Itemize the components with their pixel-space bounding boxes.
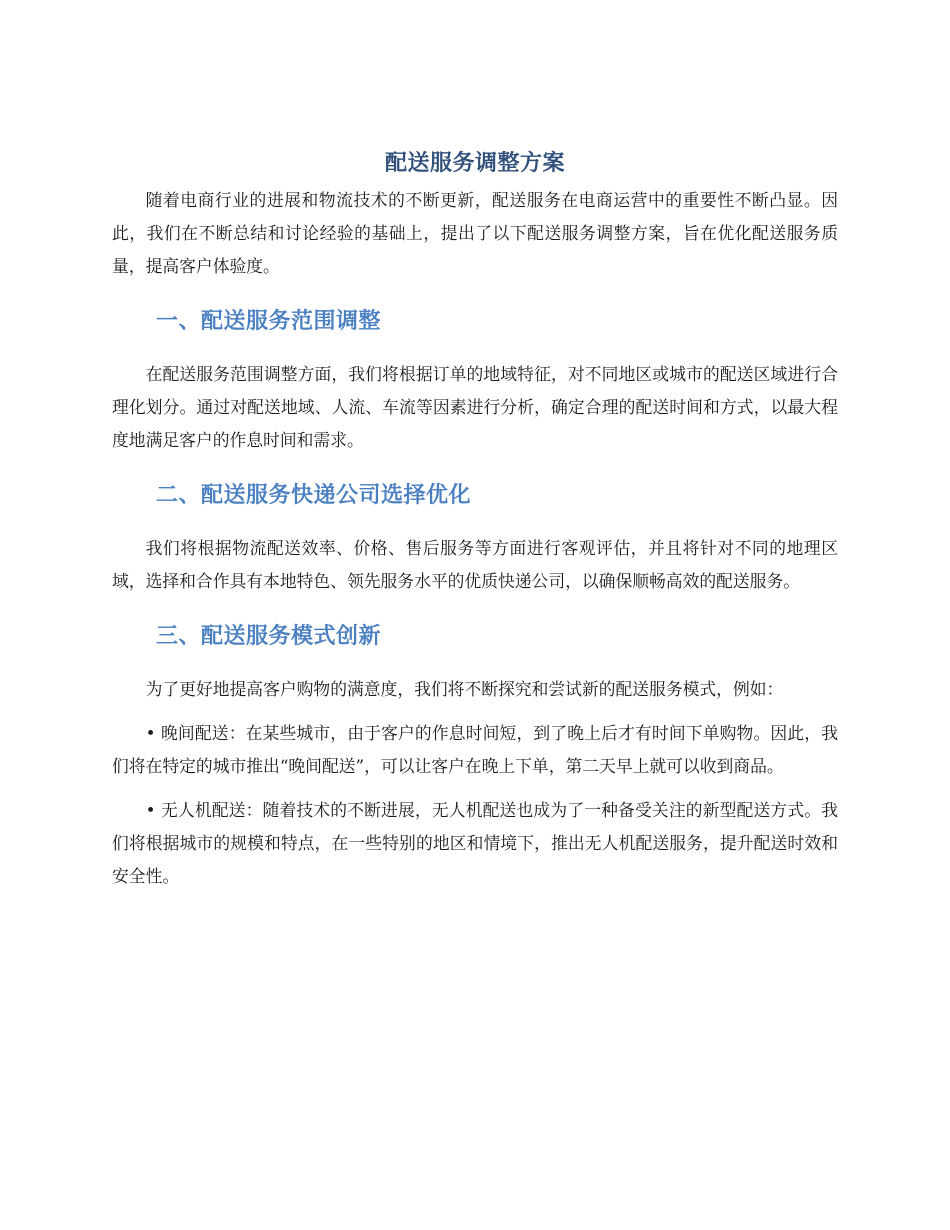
document-page: [112, 148, 838, 893]
section-innovation-paragraph: 为了更好地提高客户购物的满意度，我们将不断探究和尝试新的配送服务模式，例如：: [145, 679, 784, 699]
document-title: 配送服务调整方案: [384, 151, 565, 176]
section-scope-paragraph: 在配送服务范围调整方面，我们将根据订单的地域特征，对不同地区或城市的配送区域进行合理化划分。通过对配送地域、人流、车流等因素进行分析，确定合理的配送时间和方式，以最大程度地满足客户的作息时间和需求。: [112, 364, 838, 450]
section-heading-courier: 二、配送服务快递公司选择优化: [156, 483, 472, 508]
section-heading-scope: 一、配送服务范围调整: [156, 309, 382, 334]
bullet-evening-delivery: • 晚间配送：在某些城市，由于客户的作息时间短，到了晚上后才有时间下单购物。因此，我们将在特定的城市推出“晚间配送”，可以让客户在晚上下单，第二天早上就可以收到商品。: [112, 723, 838, 776]
bullet-drone-delivery: • 无人机配送：随着技术的不断进展，无人机配送也成为了一种备受关注的新型配送方式。我们将根据城市的规模和特点，在一些特别的地区和情境下，推出无人机配送服务，提升配送时效和安全性。: [112, 800, 838, 886]
section-courier-paragraph: 我们将根据物流配送效率、价格、售后服务等方面进行客观评估，并且将针对不同的地理区域，选择和合作具有本地特色、领先服务水平的优质快递公司，以确保顺畅高效的配送服务。: [112, 538, 838, 591]
section-heading-innovation: 三、配送服务模式创新: [156, 624, 382, 649]
intro-paragraph: 随着电商行业的进展和物流技术的不断更新，配送服务在电商运营中的重要性不断凸显。因此，我们在不断总结和讨论经验的基础上，提出了以下配送服务调整方案，旨在优化配送服务质量，提高客户体验度。: [112, 190, 838, 276]
